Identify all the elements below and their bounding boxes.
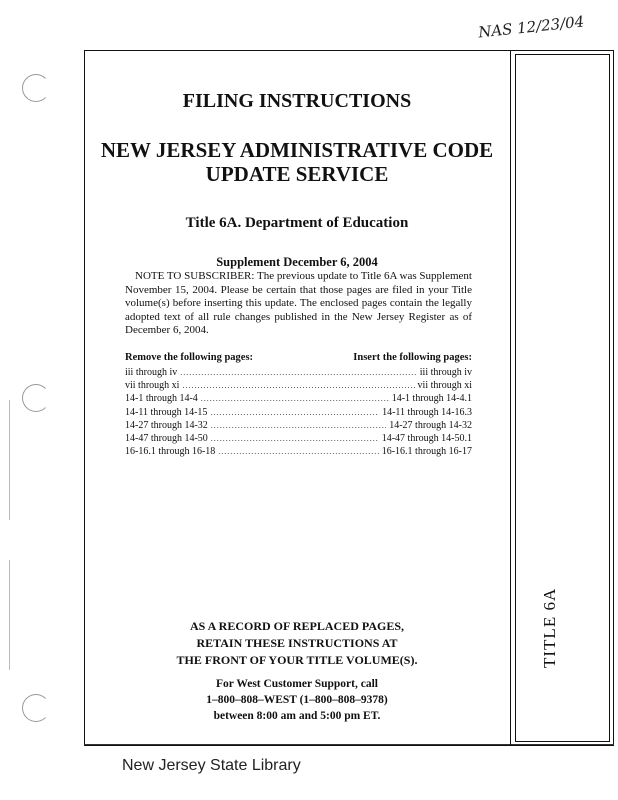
insert-cell: 16-16.1 through 16-17 xyxy=(381,446,472,458)
punch-hole-top xyxy=(22,74,50,102)
table-row xyxy=(125,392,472,405)
record-line: THE FRONT OF YOUR TITLE VOLUME(S). xyxy=(176,653,418,667)
table-row xyxy=(125,379,472,392)
leader-dots xyxy=(180,366,417,379)
support-phone: 1–800–808–WEST (1–800–808–9378) xyxy=(206,694,388,706)
leader-dots xyxy=(211,432,379,445)
punch-hole-middle xyxy=(22,384,50,412)
leader-dots xyxy=(182,379,414,392)
table-row xyxy=(125,366,472,379)
subject-title: Title 6A. Department of Education xyxy=(185,215,409,231)
library-stamp: New Jersey State Library xyxy=(122,757,301,774)
remove-cell: 16-16.1 through 16-18 xyxy=(125,446,216,458)
insert-cell: 14-47 through 14-50.1 xyxy=(381,432,472,444)
supplement-date: Supplement December 6, 2004 xyxy=(216,255,378,269)
table-row xyxy=(125,445,472,458)
table-row xyxy=(125,432,472,445)
remove-cell: 14-27 through 14-32 xyxy=(125,419,208,431)
leader-dots xyxy=(210,406,379,419)
insert-pages-header: Insert the following pages: xyxy=(353,352,472,363)
document-title: FILING INSTRUCTIONS xyxy=(182,90,412,112)
margin-scan-line xyxy=(9,400,10,520)
remove-cell: 14-47 through 14-50 xyxy=(125,432,208,444)
customer-support-notice xyxy=(84,676,510,724)
leader-dots xyxy=(218,445,378,458)
punch-hole-bottom xyxy=(22,694,50,722)
handwritten-date-note: NAS 12/23/04 xyxy=(477,12,586,42)
remove-cell: vii through xi xyxy=(125,380,180,392)
leader-dots xyxy=(201,392,389,405)
insert-cell: 14-1 through 14-4.1 xyxy=(391,393,472,405)
code-heading xyxy=(84,138,510,186)
table-row xyxy=(125,419,472,432)
pages-table xyxy=(125,352,472,458)
subscriber-note xyxy=(125,270,472,338)
side-tab-inner-border xyxy=(515,54,610,742)
remove-cell: iii through iv xyxy=(125,367,178,378)
insert-cell: vii through xi xyxy=(417,380,472,392)
remove-pages-header: Remove the following pages: xyxy=(125,352,254,363)
leader-dots xyxy=(211,419,386,432)
margin-scan-line xyxy=(9,560,10,670)
subscriber-note-text: NOTE TO SUBSCRIBER: The previous update to Title 6A was Supplement November 15, 2004. Please be certain that those pages are filed in your Title volume(s) before inserting this update. The enclosed pages contain the legally adopted text of all rule changes published in the New Jersey Register as of December 6, 2004. xyxy=(125,270,472,337)
record-line: RETAIN THESE INSTRUCTIONS AT xyxy=(196,636,398,650)
table-row xyxy=(125,406,472,419)
insert-cell: 14-11 through 14-16.3 xyxy=(382,406,472,418)
service-title: UPDATE SERVICE xyxy=(205,162,389,186)
remove-cell: 14-1 through 14-4 xyxy=(125,393,198,405)
insert-cell: iii through iv xyxy=(419,367,472,378)
record-line: AS A RECORD OF REPLACED PAGES, xyxy=(189,619,405,633)
pages-table-header xyxy=(125,352,472,366)
insert-cell: 14-27 through 14-32 xyxy=(389,419,472,431)
support-line: For West Customer Support, call xyxy=(216,678,378,690)
side-tab-label: TITLE 6A xyxy=(540,587,559,668)
remove-cell: 14-11 through 14-15 xyxy=(125,406,208,418)
record-notice xyxy=(84,618,510,669)
support-hours: between 8:00 am and 5:00 pm ET. xyxy=(213,710,381,722)
code-title: NEW JERSEY ADMINISTRATIVE CODE xyxy=(100,138,494,162)
